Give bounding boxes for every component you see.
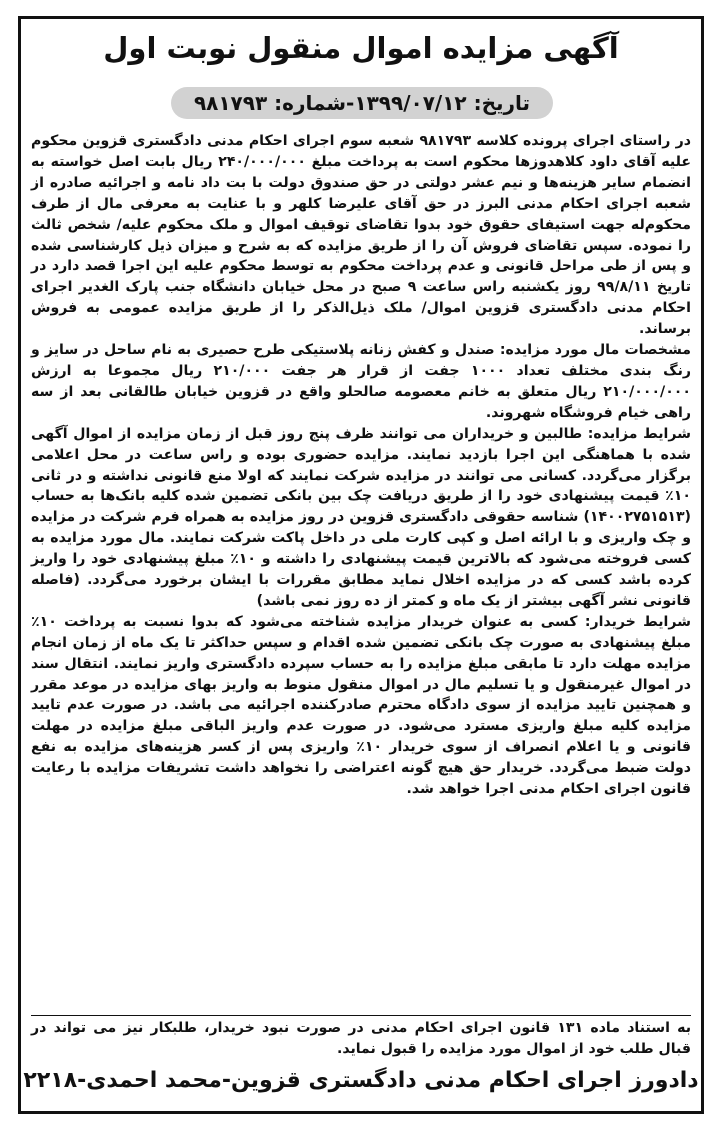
buyer-label: شرایط خریدار:	[584, 613, 691, 630]
notice-title: آگهی مزایده اموال منقول نوبت اول	[103, 31, 619, 65]
specs-text: صندل و کفش زنانه پلاستیکی طرح حصیری به نام ساحل در سایز و رنگ بندی مختلف تعداد ۱۰۰۰ جفت از قرار هر جفت ۲۱۰/۰۰۰ ریال مجموعا به ارزش ۲۱۰/۰۰۰/۰۰۰ ریال متعلق به خانم معصومه صالحلو واقع در قزوین خیابان طالقانی بعد از سه راهی خیام فروشگاه شهروند.	[31, 342, 691, 421]
specs-label: مشخصات مال مورد مزایده:	[499, 342, 692, 359]
intro-paragraph: در راستای اجرای پرونده کلاسه ۹۸۱۷۹۳ شعبه سوم اجرای احکام مدنی دادگستری قزوین محکوم علیه آقای داود کلاهدوزها محکوم است به پرداخت مبلغ ۲۴۰/۰۰۰/۰۰۰ ریال بابت اصل خواسته به انضمام سایر هزینه‌ها و نیم عشر دولتی در حق صندوق دولت با بت داد نامه و اجرائیه صادره از شعبه اجرای احکام مدنی البرز در حق آقای علیرضا کلهر و با عنایت به معرفی مال از طرف محکوم‌له جهت استیفای حقوق خود بدوا تقاضای توقیف اموال و ملک محکوم علیه/ شخص ثالث را نموده. سپس تقاضای فروش آن را از طریق مزایده که به شرح و میزان ذیل کارشناسی شده و پس از طی مراحل قانونی و عدم پرداخت محکوم به توسط محکوم علیه این اجرا قصد دارد در تاریخ ۹۹/۸/۱۱ روز یکشنبه راس ساعت ۹ صبح در محل خیابان دانشگاه جنب پارک الغدیر اجرای احکام مدنی دادگستری قزوین اموال/ ملک ذیل‌الذکر را از طریق مزایده عمومی به فروش برساند.	[31, 133, 692, 338]
terms-text: طالبین و خریداران می توانند ظرف پنج روز قبل از زمان مزایده از اموال آگهی شده با هماهنگی این اجرا بازدید نمایند. مزایده حضوری بوده و راس ساعت در محل اعلامی برگزار می‌گردد. کسانی می توانند در مزایده شرکت نمایند که اولا منع قانونی نداشته و در ثانی ۱۰٪ قیمت پیشنهادی خود را از طریق دریافت چک بین بانکی تضمین شده کلیه بانک‌ها به حساب (۱۴۰۰۲۷۵۱۵۱۳) شناسه حقوقی دادگستری قزوین در روز مزایده به همراه فرم شرکت در مزایده و چک واریزی و با ارائه اصل و کپی کارت ملی در داخل پاکت شرکت نمایند. مال مورد مزایده به کسی فروخته می‌شود که بالاترین قیمت پیشنهادی را داشته و ۱۰٪ مبلغ پیشنهادی خود را واریز کرده باشد کسی که در مزایده اخلال نماید مطابق مقررات با ایشان برخورد می‌گردد. (فاصله قانونی نشر آگهی بیشتر از یک ماه و کمتر از ده روز نمی باشد)	[31, 425, 691, 609]
closing-paragraph: به استناد ماده ۱۳۱ قانون اجرای احکام مدنی در صورت نبود خریدار، طلبکار نیز می تواند در قبال طلب خود از اموال مورد مزایده را قبول نماید.	[31, 1020, 691, 1057]
terms-label: شرایط مزایده:	[587, 425, 691, 442]
notice-frame	[18, 16, 704, 1114]
section-divider	[31, 1015, 691, 1016]
date-number-badge: تاریخ: ۱۳۹۹/۰۷/۱۲-شماره: ۹۸۱۷۹۳	[171, 87, 553, 119]
signature-line: دادورز اجرای احکام مدنی دادگستری قزوین-محمد احمدی-۲۲۱۸	[23, 1068, 699, 1093]
buyer-text: کسی به عنوان خریدار مزایده شناخته می‌شود که بدوا نسبت به پرداخت ۱۰٪ مبلغ پیشنهادی به صورت چک بانکی تضمین شده اقدام و سپس حداکثر تا یک ماه از زمان انجام مزایده مهلت دارد تا مابقی مبلغ مزایده را به حساب سپرده دادگستری واریز نمایند. انتقال سند در اموال غیرمنقول و یا تسلیم مال در اموال منقول منوط به واریز بهای مزایده در موعد مقرر و همچنین تایید مزایده از سوی دادگاه محترم صادرکننده اجرائیه می باشد. در صورت عدم تایید مزایده کلیه مبلغ واریزی مسترد می‌شود. در صورت عدم واریز الباقی مبلغ مزایده در مهلت قانونی و یا اعلام انصراف از سوی خریدار ۱۰٪ واریزی پس از کسر هزینه‌های مزایده به نفع دولت ضبط می‌گردد. خریدار حق هیچ گونه اعتراضی را نخواهد داشت تشریفات مزایده با رعایت قانون اجرای احکام مدنی اجرا خواهد شد.	[31, 613, 691, 798]
notice-body	[31, 131, 691, 800]
